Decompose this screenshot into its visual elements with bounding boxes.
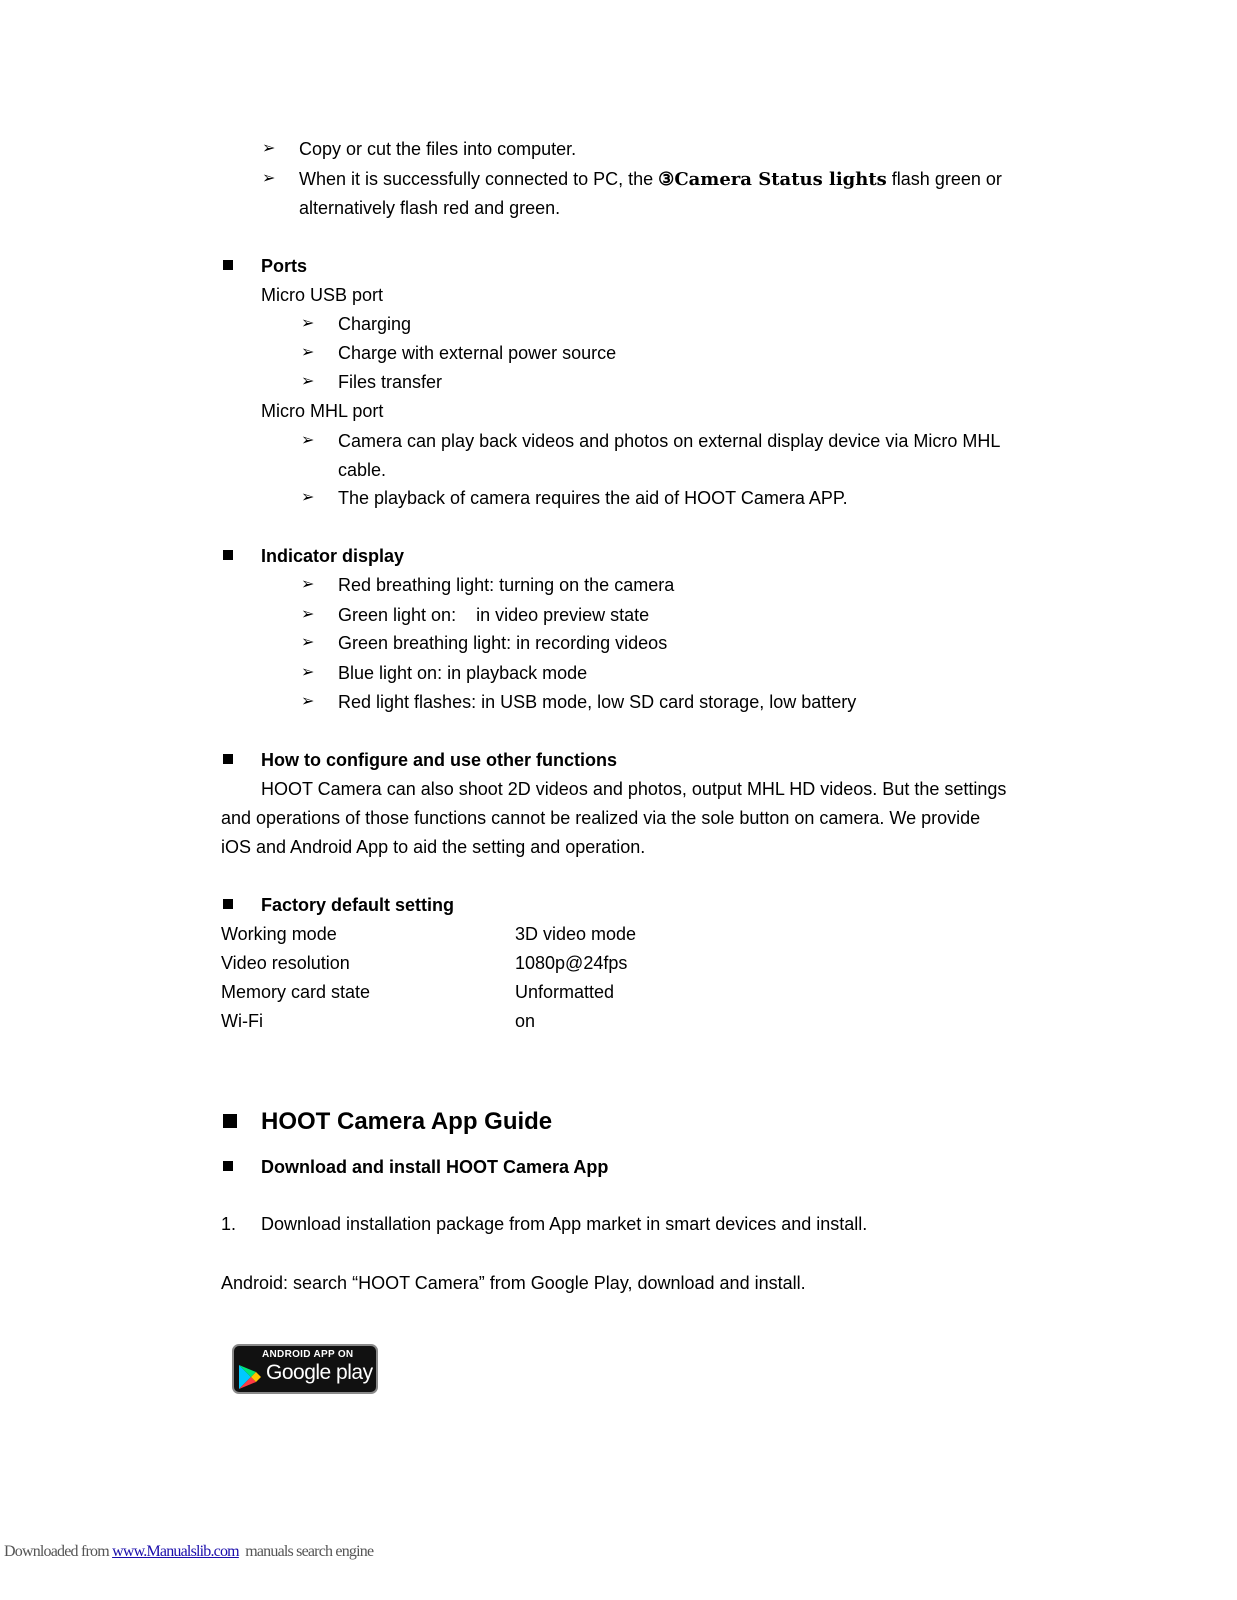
usb-step-connected-text: When it is successfully connected to PC, the (299, 169, 659, 189)
square-bullet-icon (223, 1161, 233, 1171)
arrow-bullet-icon: ➢ (301, 634, 315, 651)
arrow-bullet-icon: ➢ (262, 170, 276, 187)
arrow-bullet-icon: ➢ (301, 693, 315, 710)
google-play-badge[interactable] (232, 1344, 378, 1394)
download-heading: Download and install HOOT Camera App (261, 1157, 609, 1177)
factory-heading: Factory default setting (261, 895, 455, 915)
indicator-heading: Indicator display (261, 546, 405, 566)
step-text: Download installation package from App market in smart devices and install. (261, 1214, 868, 1234)
arrow-bullet-icon: ➢ (301, 373, 315, 390)
arrow-bullet-icon: ➢ (301, 489, 315, 506)
status-lights-label: Camera Status lights (674, 169, 887, 190)
footer (4, 1543, 373, 1561)
arrow-bullet-icon: ➢ (301, 344, 315, 361)
micro-usb-label: Micro USB port (261, 285, 384, 305)
configure-paragraph-line: HOOT Camera can also shoot 2D videos and photos, output MHL HD videos. But the settings (261, 779, 1007, 799)
arrow-bullet-icon: ➢ (301, 606, 315, 623)
factory-row-value: 3D video mode (515, 924, 637, 944)
mhl-item-continuation: cable. (338, 460, 387, 480)
mhl-item: Camera can play back videos and photos on external display device via Micro MHL (338, 431, 1001, 451)
manualslib-link[interactable]: www.Manualslib.com (112, 1543, 239, 1560)
factory-row-label: Working mode (221, 924, 337, 944)
square-bullet-icon (223, 754, 233, 764)
arrow-bullet-icon: ➢ (301, 576, 315, 593)
arrow-bullet-icon: ➢ (262, 140, 276, 157)
status-lights-circle: ③ (658, 169, 675, 190)
usb-item: Charge with external power source (338, 343, 617, 363)
configure-heading: How to configure and use other functions (261, 750, 618, 770)
arrow-bullet-icon: ➢ (301, 432, 315, 449)
usb-step-continuation: alternatively flash red and green. (299, 198, 561, 218)
factory-row-label: Wi-Fi (221, 1011, 263, 1031)
indicator-item: Green light on: in video preview state (338, 605, 650, 625)
square-bullet-icon (223, 260, 233, 270)
indicator-item: Red breathing light: turning on the camera (338, 575, 675, 595)
badge-small-text: ANDROID APP ON (262, 1349, 354, 1360)
step-number: 1. (221, 1214, 237, 1234)
app-guide-title: HOOT Camera App Guide (261, 1108, 553, 1135)
indicator-item: Green breathing light: in recording videos (338, 633, 668, 653)
configure-paragraph-line: iOS and Android App to aid the setting and operation. (221, 837, 646, 857)
indicator-item: Red light flashes: in USB mode, low SD card storage, low battery (338, 692, 857, 712)
square-bullet-icon (223, 1114, 237, 1128)
usb-step-copy: Copy or cut the files into computer. (299, 139, 577, 159)
factory-row-value: Unformatted (515, 982, 615, 1002)
square-bullet-icon (223, 550, 233, 560)
factory-row-value: on (515, 1011, 536, 1031)
factory-row-label: Memory card state (221, 982, 371, 1002)
usb-item: Files transfer (338, 372, 443, 392)
factory-row-label: Video resolution (221, 953, 350, 973)
arrow-bullet-icon: ➢ (301, 315, 315, 332)
arrow-bullet-icon: ➢ (301, 664, 315, 681)
usb-item: Charging (338, 314, 412, 334)
indicator-item: Blue light on: in playback mode (338, 663, 588, 683)
footer-suffix: manuals search engine (238, 1543, 374, 1560)
ports-heading: Ports (261, 256, 308, 276)
android-instructions: Android: search “HOOT Camera” from Google Play, download and install. (221, 1273, 806, 1293)
play-triangle-icon (238, 1364, 262, 1390)
micro-mhl-label: Micro MHL port (261, 401, 384, 421)
square-bullet-icon (223, 899, 233, 909)
status-lights-suffix: flash green or (886, 169, 1002, 189)
mhl-item: The playback of camera requires the aid of HOOT Camera APP. (338, 488, 848, 508)
usb-step-connected (299, 168, 1002, 191)
footer-prefix: Downloaded from (4, 1543, 113, 1560)
factory-row-value: 1080p@24fps (515, 953, 628, 973)
badge-big-text: Google play (266, 1361, 373, 1384)
configure-paragraph-line: and operations of those functions cannot be realized via the sole button on camera. We provide (221, 808, 981, 828)
